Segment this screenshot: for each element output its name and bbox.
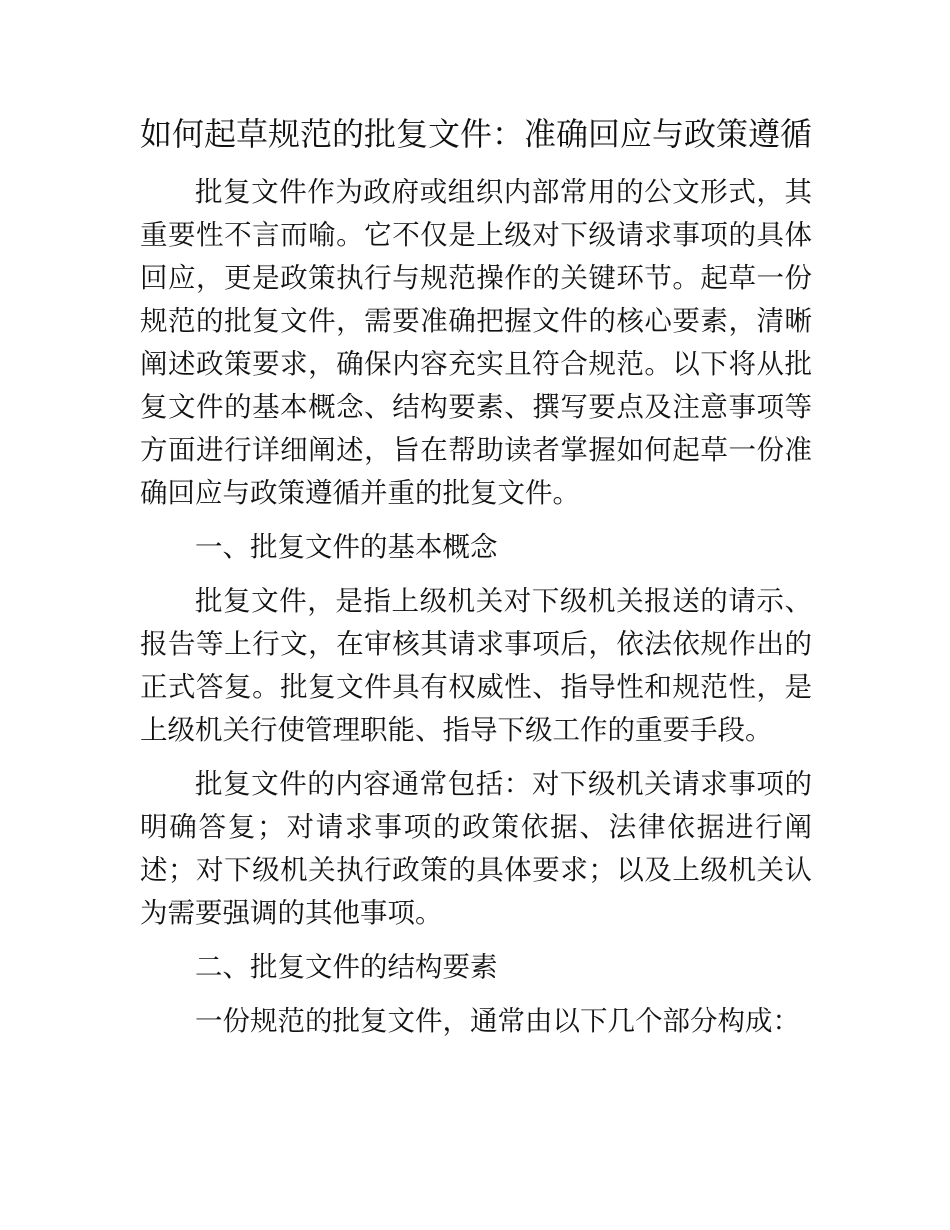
definition-paragraph: 批复文件，是指上级机关对下级机关报送的请示、报告等上行文，在审核其请求事项后，依法依规作出的正式答复。批复文件具有权威性、指导性和规范性，是上级机关行使管理职能、指导下级工作的重要手段。 [140, 585, 812, 746]
section-heading-2: 二、批复文件的结构要素 [195, 951, 498, 983]
structure-intro-paragraph: 一份规范的批复文件，通常由以下几个部分构成： [195, 1005, 800, 1037]
document-title: 如何起草规范的批复文件：准确回应与政策遵循 [140, 115, 813, 153]
intro-paragraph: 批复文件作为政府或组织内部常用的公文形式，其重要性不言而喻。它不仅是上级对下级请求事项的具体回应，更是政策执行与规范操作的关键环节。起草一份规范的批复文件，需要准确把握文件的核心要素，清晰阐述政策要求，确保内容充实且符合规范。以下将从批复文件的基本概念、结构要素、撰写要点及注意事项等方面进行详细阐述，旨在帮助读者掌握如何起草一份准确回应与政策遵循并重的批复文件。 [140, 176, 812, 509]
section-heading-1: 一、批复文件的基本概念 [195, 531, 498, 563]
document-page [140, 113, 812, 1054]
content-paragraph: 批复文件的内容通常包括：对下级机关请求事项的明确答复；对请求事项的政策依据、法律依据进行阐述；对下级机关执行政策的具体要求；以及上级机关认为需要强调的其他事项。 [140, 768, 812, 929]
